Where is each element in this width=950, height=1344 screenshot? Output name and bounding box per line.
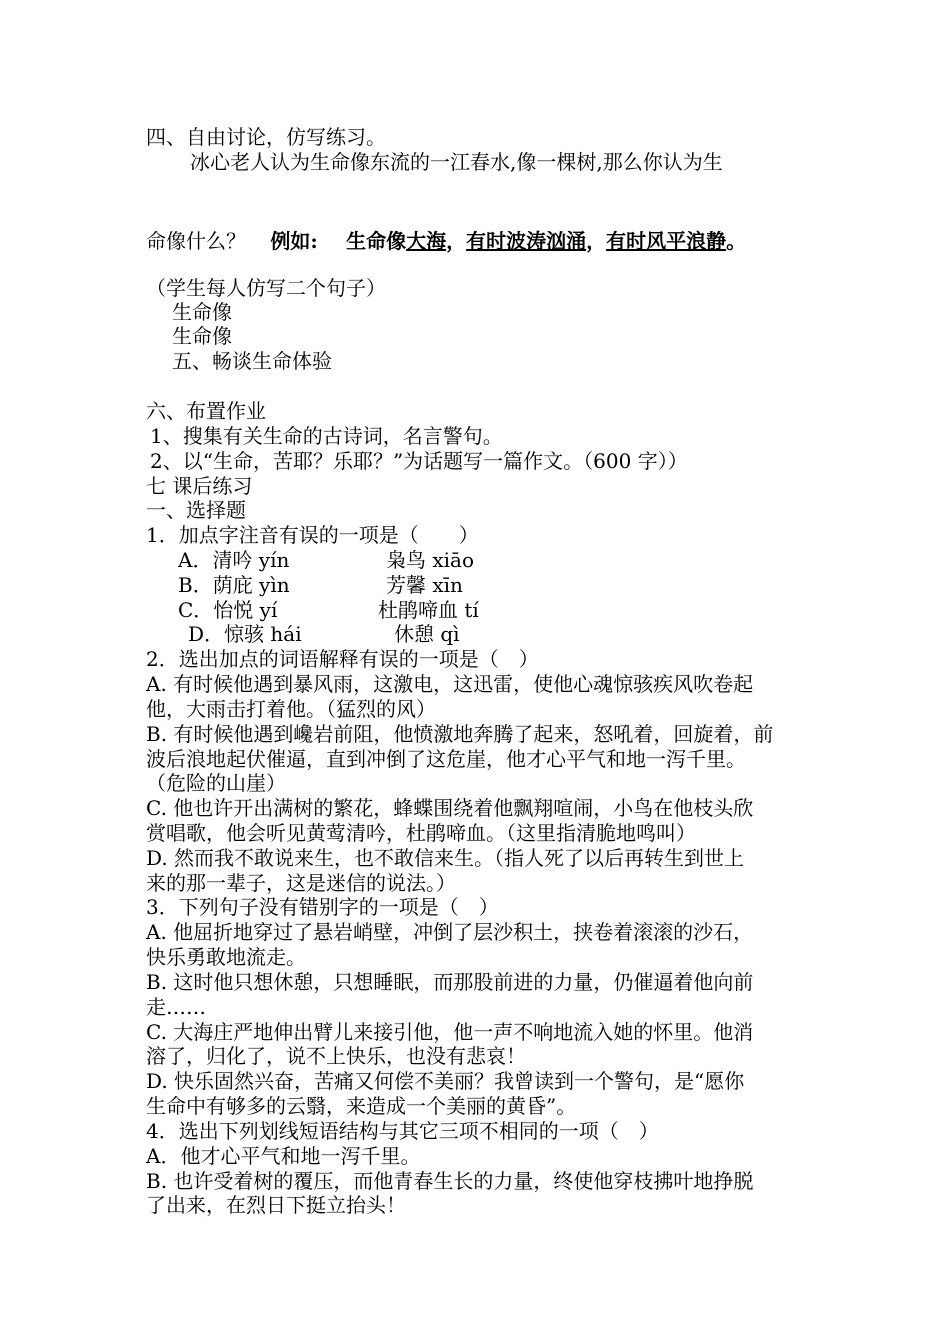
q1-option-d-2: 休憩 qì	[394, 622, 460, 646]
q1-option-b-2: 芳馨 xīn	[386, 573, 463, 597]
q1-option-c-1: C．怡悦 yí	[178, 598, 278, 622]
q1-option-b-1: B．荫庇 yìn	[178, 573, 290, 597]
example-d: 有时波涛汹涌	[466, 229, 587, 253]
question-text: 命像什么？	[146, 229, 246, 253]
q2-line: 赏唱歌，他会听见黄莺清吟，杜鹃啼血。（这里指清脆地鸣叫）	[146, 821, 696, 845]
q3-line: D. 快乐固然兴奋，苦痛又何偿不美丽？我曾读到一个警句，是“愿你	[146, 1069, 745, 1093]
q1-stem: 1．加点字注音有误的一项是（ ）	[146, 523, 479, 547]
q3-line: 走……	[146, 995, 206, 1019]
example-c: ，	[446, 229, 467, 253]
blank-sentence-1: 生命像	[172, 300, 232, 324]
q4-line: 了出来，在烈日下挺立抬头！	[146, 1193, 406, 1217]
section7-heading: 七 课后练习	[146, 474, 253, 498]
q2-line: D. 然而我不敢说来生，也不敢信来生。（指人死了以后再转生到世上	[146, 846, 745, 870]
example-g: 。	[726, 229, 747, 253]
q1-option-d-1: D．惊骇 hái	[188, 622, 302, 646]
q2-line: （危险的山崖）	[146, 771, 286, 795]
q2-line: 来的那一辈子，这是迷信的说法。）	[146, 871, 456, 895]
q3-line: 溶了，归化了，说不上快乐，也没有悲哀！	[146, 1044, 526, 1068]
section5-heading: 五、畅谈生命体验	[172, 349, 332, 373]
q2-line: A. 有时候他遇到暴风雨，这激电，这迅雷，使他心魂惊骇疾风吹卷起	[146, 672, 754, 696]
q1-option-a-2: 枭鸟 xiāo	[386, 548, 474, 572]
example-e: ，	[586, 229, 607, 253]
q4-line: B. 也许受着树的覆压，而他青春生长的力量，终使他穿枝拂叶地挣脱	[146, 1169, 754, 1193]
q1-option-a-1: A．清吟 yín	[178, 548, 290, 572]
homework-item-2: 2、以“生命，苦耶？乐耶？”为话题写一篇作文。（600 字））	[150, 449, 688, 473]
section6-heading: 六、布置作业	[146, 399, 266, 423]
q3-line: B. 这时他只想休憩，只想睡眠，而那股前进的力量，仍催逼着他向前	[146, 970, 754, 994]
q3-line: 生命中有够多的云翳，来造成一个美丽的黄昏”。	[146, 1094, 577, 1118]
q2-line: 波后浪地起伏催逼，直到冲倒了这危崖，他才心平气和地一泻千里。	[146, 747, 746, 771]
example-f: 有时风平浪静	[606, 229, 727, 253]
q2-line: C. 他也许开出满树的繁花，蜂蝶围绕着他飘翔喧闹，小鸟在他枝头欣	[146, 796, 754, 820]
section4-paragraph-line2	[146, 229, 746, 253]
blank-sentence-2: 生命像	[172, 324, 232, 348]
q3-line: C. 大海庄严地伸出臂儿来接引他，他一声不响地流入她的怀里。他消	[146, 1020, 754, 1044]
q4-line: A．他才心平气和地一泻千里。	[146, 1144, 421, 1168]
section4-instruction: （学生每人仿写二个句子）	[146, 276, 386, 300]
q4-stem: 4．选出下列划线短语结构与其它三项不相同的一项（ ）	[146, 1119, 659, 1143]
section7-subheading: 一、选择题	[146, 498, 246, 522]
example-a: 生命像	[346, 229, 407, 253]
section4-heading: 四、自由讨论，仿写练习。	[146, 125, 386, 149]
q2-line: B. 有时候他遇到巉岩前阻，他愤激地奔腾了起来，怒吼着，回旋着，前	[146, 722, 774, 746]
example-label: 例如:	[270, 229, 318, 253]
q3-stem: 3．下列句子没有错别字的一项是（ ）	[146, 895, 499, 919]
homework-item-1: 1、搜集有关生命的古诗词，名言警句。	[150, 424, 503, 448]
q1-option-c-2: 杜鹃啼血 tí	[378, 598, 479, 622]
q3-line: A. 他屈折地穿过了悬岩峭壁，冲倒了层沙积土，挟卷着滚滚的沙石，	[146, 920, 754, 944]
section4-paragraph-line1: 冰心老人认为生命像东流的一江春水,像一棵树,那么你认为生	[190, 150, 723, 174]
q3-line: 快乐勇敢地流走。	[146, 945, 306, 969]
example-b: 大海	[406, 229, 447, 253]
q2-line: 他，大雨击打着他。（猛烈的风）	[146, 697, 436, 721]
q2-stem: 2．选出加点的词语解释有误的一项是（ ）	[146, 647, 539, 671]
